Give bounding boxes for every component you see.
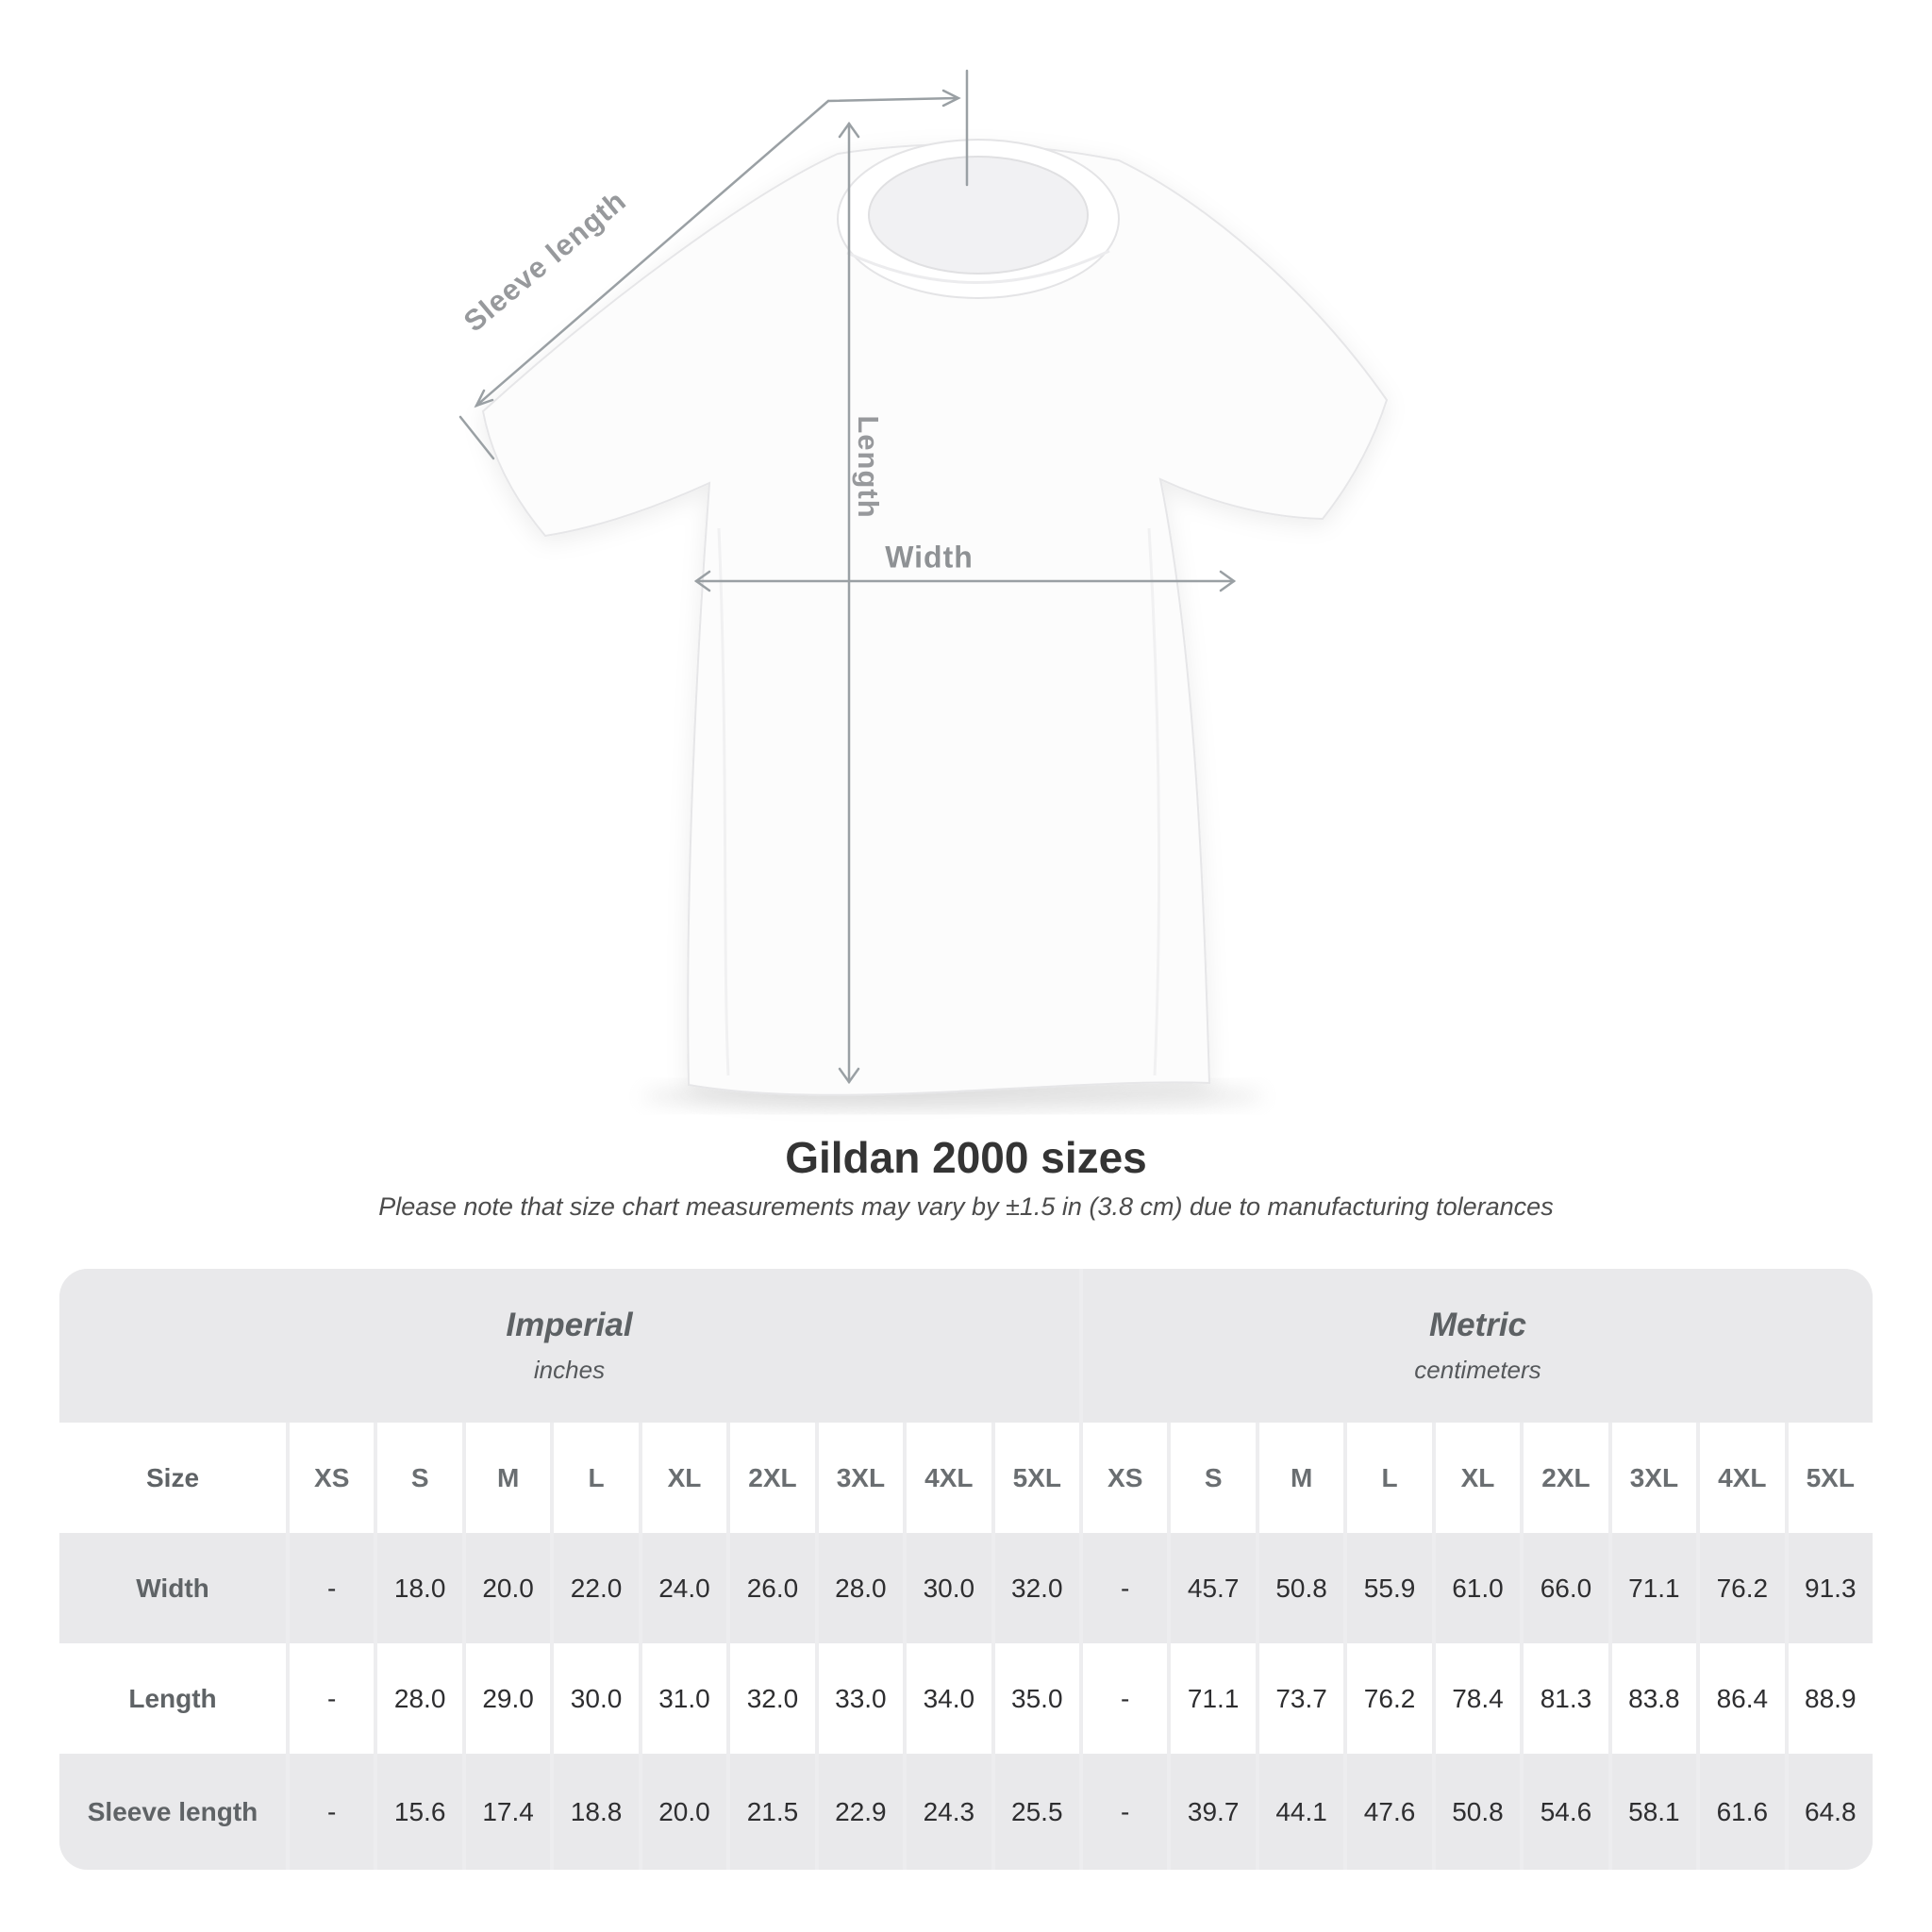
value-imperial: 30.0	[554, 1643, 638, 1754]
row-label: Length	[59, 1643, 286, 1754]
value-metric: 78.4	[1436, 1643, 1520, 1754]
size-header-metric: S	[1171, 1423, 1255, 1533]
size-header-imperial: M	[466, 1423, 550, 1533]
value-metric: -	[1083, 1533, 1167, 1643]
size-header-metric: 3XL	[1612, 1423, 1696, 1533]
length-label: Length	[852, 415, 885, 519]
value-imperial: 32.0	[995, 1533, 1079, 1643]
page-title: Gildan 2000 sizes	[785, 1133, 1147, 1182]
imperial-section-unit: inches	[533, 1356, 606, 1384]
size-header-metric: XS	[1083, 1423, 1167, 1533]
size-table-panel	[59, 1269, 1873, 1870]
value-imperial: 28.0	[377, 1643, 461, 1754]
value-imperial: 17.4	[466, 1754, 550, 1870]
value-metric: 61.6	[1700, 1754, 1784, 1870]
value-imperial: -	[290, 1643, 374, 1754]
imperial-section-header	[59, 1269, 1079, 1423]
value-imperial: 22.9	[819, 1754, 903, 1870]
value-imperial: 32.0	[730, 1643, 814, 1754]
size-table	[59, 1269, 1873, 1870]
value-imperial: 34.0	[907, 1643, 991, 1754]
value-metric: 47.6	[1347, 1754, 1431, 1870]
value-metric: 55.9	[1347, 1533, 1431, 1643]
value-metric: -	[1083, 1643, 1167, 1754]
size-header-imperial: L	[554, 1423, 638, 1533]
value-imperial: 18.8	[554, 1754, 638, 1870]
width-label: Width	[885, 540, 974, 575]
value-imperial: 18.0	[377, 1533, 461, 1643]
value-imperial: 22.0	[554, 1533, 638, 1643]
value-metric: 50.8	[1436, 1754, 1520, 1870]
size-header-imperial: 5XL	[995, 1423, 1079, 1533]
sleeve-dim-horizontal	[828, 98, 957, 101]
value-metric: 58.1	[1612, 1754, 1696, 1870]
value-metric: 54.6	[1524, 1754, 1607, 1870]
value-metric: 83.8	[1612, 1643, 1696, 1754]
value-imperial: 31.0	[642, 1643, 726, 1754]
value-metric: 39.7	[1171, 1754, 1255, 1870]
value-imperial: 26.0	[730, 1533, 814, 1643]
size-header-metric: L	[1347, 1423, 1431, 1533]
value-metric: 45.7	[1171, 1533, 1255, 1643]
value-metric: 81.3	[1524, 1643, 1607, 1754]
value-imperial: 35.0	[995, 1643, 1079, 1754]
size-header-imperial: XL	[642, 1423, 726, 1533]
size-column-header: Size	[59, 1423, 286, 1533]
value-metric: 71.1	[1612, 1533, 1696, 1643]
value-imperial: -	[290, 1754, 374, 1870]
size-header-metric: 5XL	[1789, 1423, 1873, 1533]
value-imperial: 30.0	[907, 1533, 991, 1643]
value-imperial: -	[290, 1533, 374, 1643]
size-header-metric: M	[1259, 1423, 1343, 1533]
value-imperial: 24.3	[907, 1754, 991, 1870]
imperial-section-title: Imperial	[506, 1307, 633, 1343]
value-metric: 66.0	[1524, 1533, 1607, 1643]
value-metric: 50.8	[1259, 1533, 1343, 1643]
value-metric: -	[1083, 1754, 1167, 1870]
size-header-imperial: 2XL	[730, 1423, 814, 1533]
value-metric: 71.1	[1171, 1643, 1255, 1754]
tolerance-note: Please note that size chart measurements may vary by ±1.5 in (3.8 cm) due to manufacturing tolerances	[378, 1192, 1554, 1221]
metric-section-header	[1083, 1269, 1873, 1423]
size-header-imperial: 4XL	[907, 1423, 991, 1533]
value-metric: 76.2	[1347, 1643, 1431, 1754]
value-metric: 88.9	[1789, 1643, 1873, 1754]
value-imperial: 24.0	[642, 1533, 726, 1643]
size-header-metric: 4XL	[1700, 1423, 1784, 1533]
size-header-metric: XL	[1436, 1423, 1520, 1533]
value-metric: 64.8	[1789, 1754, 1873, 1870]
value-imperial: 20.0	[642, 1754, 726, 1870]
value-metric: 91.3	[1789, 1533, 1873, 1643]
metric-section-title: Metric	[1428, 1307, 1527, 1343]
value-imperial: 28.0	[819, 1533, 903, 1643]
value-imperial: 21.5	[730, 1754, 814, 1870]
value-metric: 61.0	[1436, 1533, 1520, 1643]
size-header-imperial: XS	[290, 1423, 374, 1533]
value-metric: 44.1	[1259, 1754, 1343, 1870]
value-imperial: 15.6	[377, 1754, 461, 1870]
value-metric: 76.2	[1700, 1533, 1784, 1643]
value-metric: 86.4	[1700, 1643, 1784, 1754]
value-metric: 73.7	[1259, 1643, 1343, 1754]
size-header-imperial: 3XL	[819, 1423, 903, 1533]
value-imperial: 33.0	[819, 1643, 903, 1754]
value-imperial: 25.5	[995, 1754, 1079, 1870]
value-imperial: 29.0	[466, 1643, 550, 1754]
row-label: Width	[59, 1533, 286, 1643]
size-header-imperial: S	[377, 1423, 461, 1533]
size-header-metric: 2XL	[1524, 1423, 1607, 1533]
value-imperial: 20.0	[466, 1533, 550, 1643]
row-label: Sleeve length	[59, 1754, 286, 1870]
sleeve-length-label: Sleeve length	[457, 183, 633, 339]
metric-section-unit: centimeters	[1414, 1356, 1541, 1384]
neck-opening	[869, 157, 1088, 274]
